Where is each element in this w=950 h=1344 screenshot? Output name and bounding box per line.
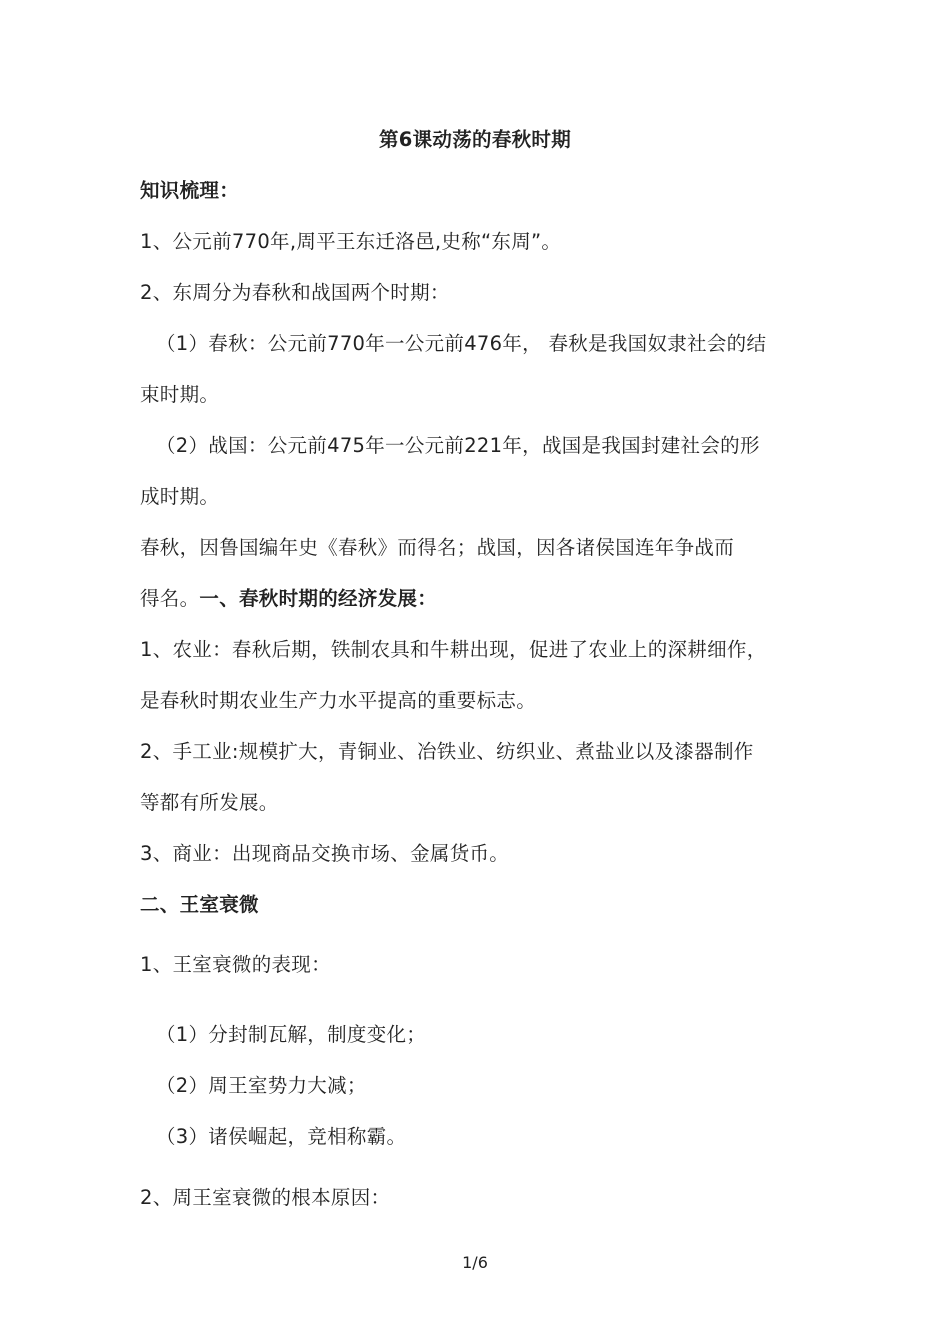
text-line: 束时期。 [140,383,220,406]
text-line: （2）战国：公元前475年一公元前221年，战国是我国封建社会的形 [156,434,760,457]
text-line: 2、手工业:规模扩大，青铜业、冶铁业、纺织业、煮盐业以及漆器制作 [140,740,754,763]
text-line: 春秋，因鲁国编年史《春秋》而得名；战国，因各诸侯国连年争战而 [140,536,735,559]
text-line: 2、东周分为春秋和战国两个时期： [140,281,450,304]
text-line: （1）分封制瓦解，制度变化； [156,1023,427,1046]
text-line: （2）周王室势力大减； [156,1074,367,1097]
text-line: （1）春秋：公元前770年一公元前476年， 春秋是我国奴隶社会的结 [156,332,767,355]
text-line: 1、王室衰微的表现： [140,953,331,976]
text-line: 1、公元前770年,周平王东迁洛邑,史称“东周”。 [140,230,562,253]
text-line: 3、商业：出现商品交换市场、金属货币。 [140,842,510,865]
page-number: 1/6 [462,1253,488,1272]
section-heading: 二、王室衰微 [140,893,259,916]
text-fragment: 得名。 [140,587,200,610]
text-line: 成时期。 [140,485,220,508]
text-line: 等都有所发展。 [140,791,279,814]
text-line: 1、农业：春秋后期，铁制农具和牛耕出现，促进了农业上的深耕细作， [140,638,767,661]
text-line [140,585,437,613]
text-line: 2、周王室衰微的根本原因： [140,1186,391,1209]
text-line: （3）诸侯崛起，竞相称霸。 [156,1125,407,1148]
section-header: 知识梳理： [140,179,240,202]
text-line: 是春秋时期农业生产力水平提高的重要标志。 [140,689,537,712]
page-title: 第6课动荡的春秋时期 [378,128,572,151]
section-heading: 一、春秋时期的经济发展： [199,587,438,610]
